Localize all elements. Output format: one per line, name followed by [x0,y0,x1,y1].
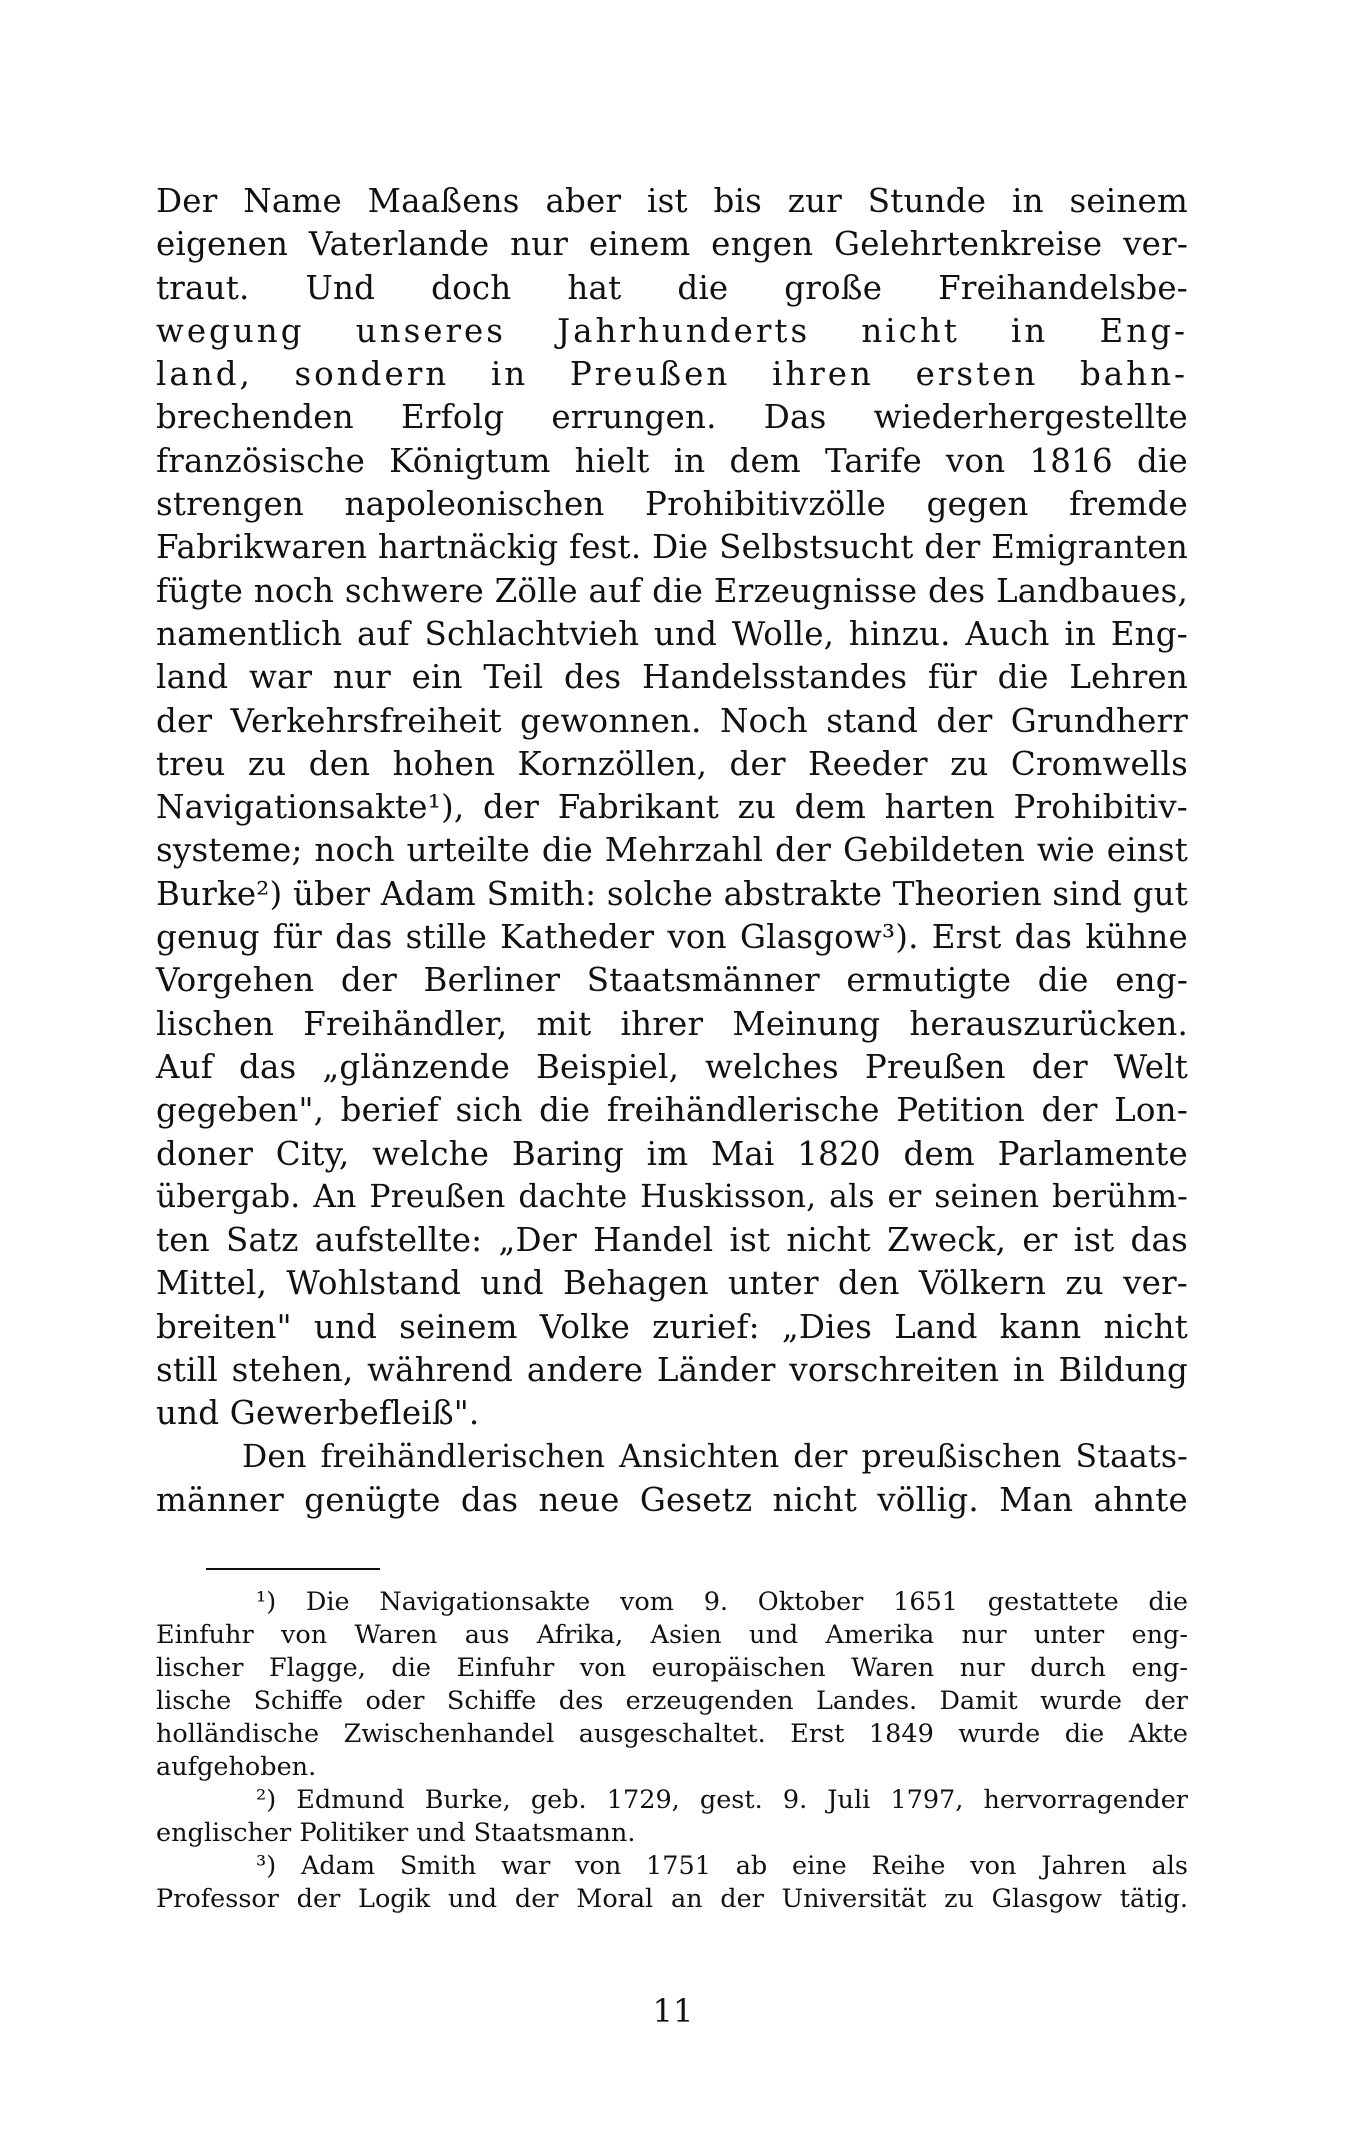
body-line: fügte noch schwere Zölle auf die Erzeugnisse des Landbaues, [156,571,1188,610]
footnote-line: englischer Politiker und Staatsmann. [156,1818,636,1848]
body-line: eigenen Vaterlande nur einem engen Gelehrtenkreise ver- [156,225,1188,264]
body-line: wegung unseres Jahrhunderts nicht in Eng- [156,311,1188,350]
body-line: namentlich auf Schlachtvieh und Wolle, hinzu. Auch in Eng- [156,614,1188,653]
body-line: übergab. An Preußen dachte Huskisson, als er seinen berühm- [156,1178,1188,1215]
body-line: männer genügte das neue Gesetz nicht völlig. Man ahnte [156,1480,1188,1519]
footnote-line: Professor der Logik und der Moral an der Universität zu Glasgow tätig. [156,1884,1188,1914]
body-line: genug für das stille Katheder von Glasgow³). Erst das kühne [156,918,1188,957]
body-line: doner City, welche Baring im Mai 1820 dem Parlamente [156,1134,1188,1173]
footnote-line: ²) Edmund Burke, geb. 1729, gest. 9. Juli 1797, hervorragender [256,1785,1188,1815]
body-line: Den freihändlerischen Ansichten der preußischen Staats- [242,1438,1188,1475]
body-line: still stehen, während andere Länder vorschreiten in Bildung [156,1351,1188,1390]
body-line: französische Königtum hielt in dem Tarife von 1816 die [156,441,1188,480]
body-line: gegeben", berief sich die freihändlerische Petition der Lon- [156,1091,1188,1130]
body-line: ten Satz aufstellte: „Der Handel ist nicht Zweck, er ist das [156,1221,1188,1260]
footnote-line: ³) Adam Smith war von 1751 ab eine Reihe von Jahren als [256,1851,1188,1881]
body-line: Burke²) über Adam Smith: solche abstrakte Theorien sind gut [156,874,1188,913]
body-line: breiten" und seinem Volke zurief: „Dies Land kann nicht [156,1307,1188,1346]
body-line: Navigationsakte¹), der Fabrikant zu dem harten Prohibitiv- [156,788,1188,827]
body-line: treu zu den hohen Kornzöllen, der Reeder zu Cromwells [156,744,1188,783]
footnote-line: holländische Zwischenhandel ausgeschaltet. Erst 1849 wurde die Akte [156,1719,1188,1749]
footnote-line: aufgehoben. [156,1752,317,1782]
body-line: land, sondern in Preußen ihren ersten bahn- [156,355,1188,394]
footnote-line: lischer Flagge, die Einfuhr von europäischen Waren nur durch eng- [156,1653,1188,1683]
body-line: Mittel, Wohlstand und Behagen unter den Völkern zu ver- [156,1264,1188,1303]
footnote-line: Einfuhr von Waren aus Afrika, Asien und Amerika nur unter eng- [156,1620,1188,1650]
body-line: systeme; noch urteilte die Mehrzahl der Gebildeten wie einst [156,831,1188,870]
body-line: brechenden Erfolg errungen. Das wiederhergestellte [156,398,1188,437]
body-line: der Verkehrsfreiheit gewonnen. Noch stand der Grundherr [156,701,1188,740]
body-line: lischen Freihändler, mit ihrer Meinung herauszurücken. [156,1004,1188,1043]
body-line: strengen napoleonischen Prohibitivzölle gegen fremde [156,485,1188,524]
body-text [156,180,1188,1522]
footnotes [156,1586,1188,1916]
body-line: land war nur ein Teil des Handelsstandes für die Lehren [156,658,1188,697]
footnote-line: ¹) Die Navigationsakte vom 9. Oktober 1651 gestattete die [256,1587,1188,1617]
body-line: Der Name Maaßens aber ist bis zur Stunde in seinem [156,182,1188,220]
page-number: 11 [652,1992,694,2030]
body-line: Auf das „glänzende Beispiel, welches Preußen der Welt [156,1047,1188,1086]
body-line: traut. Und doch hat die große Freihandelsbe- [156,268,1188,307]
footnote-divider [206,1568,380,1570]
footnote-line: lische Schiffe oder Schiffe des erzeugenden Landes. Damit wurde der [156,1686,1188,1716]
body-line: Vorgehen der Berliner Staatsmänner ermutigte die eng- [156,961,1188,1000]
body-line: und Gewerbefleiß". [156,1394,480,1433]
body-line: Fabrikwaren hartnäckig fest. Die Selbstsucht der Emigranten [156,528,1188,567]
